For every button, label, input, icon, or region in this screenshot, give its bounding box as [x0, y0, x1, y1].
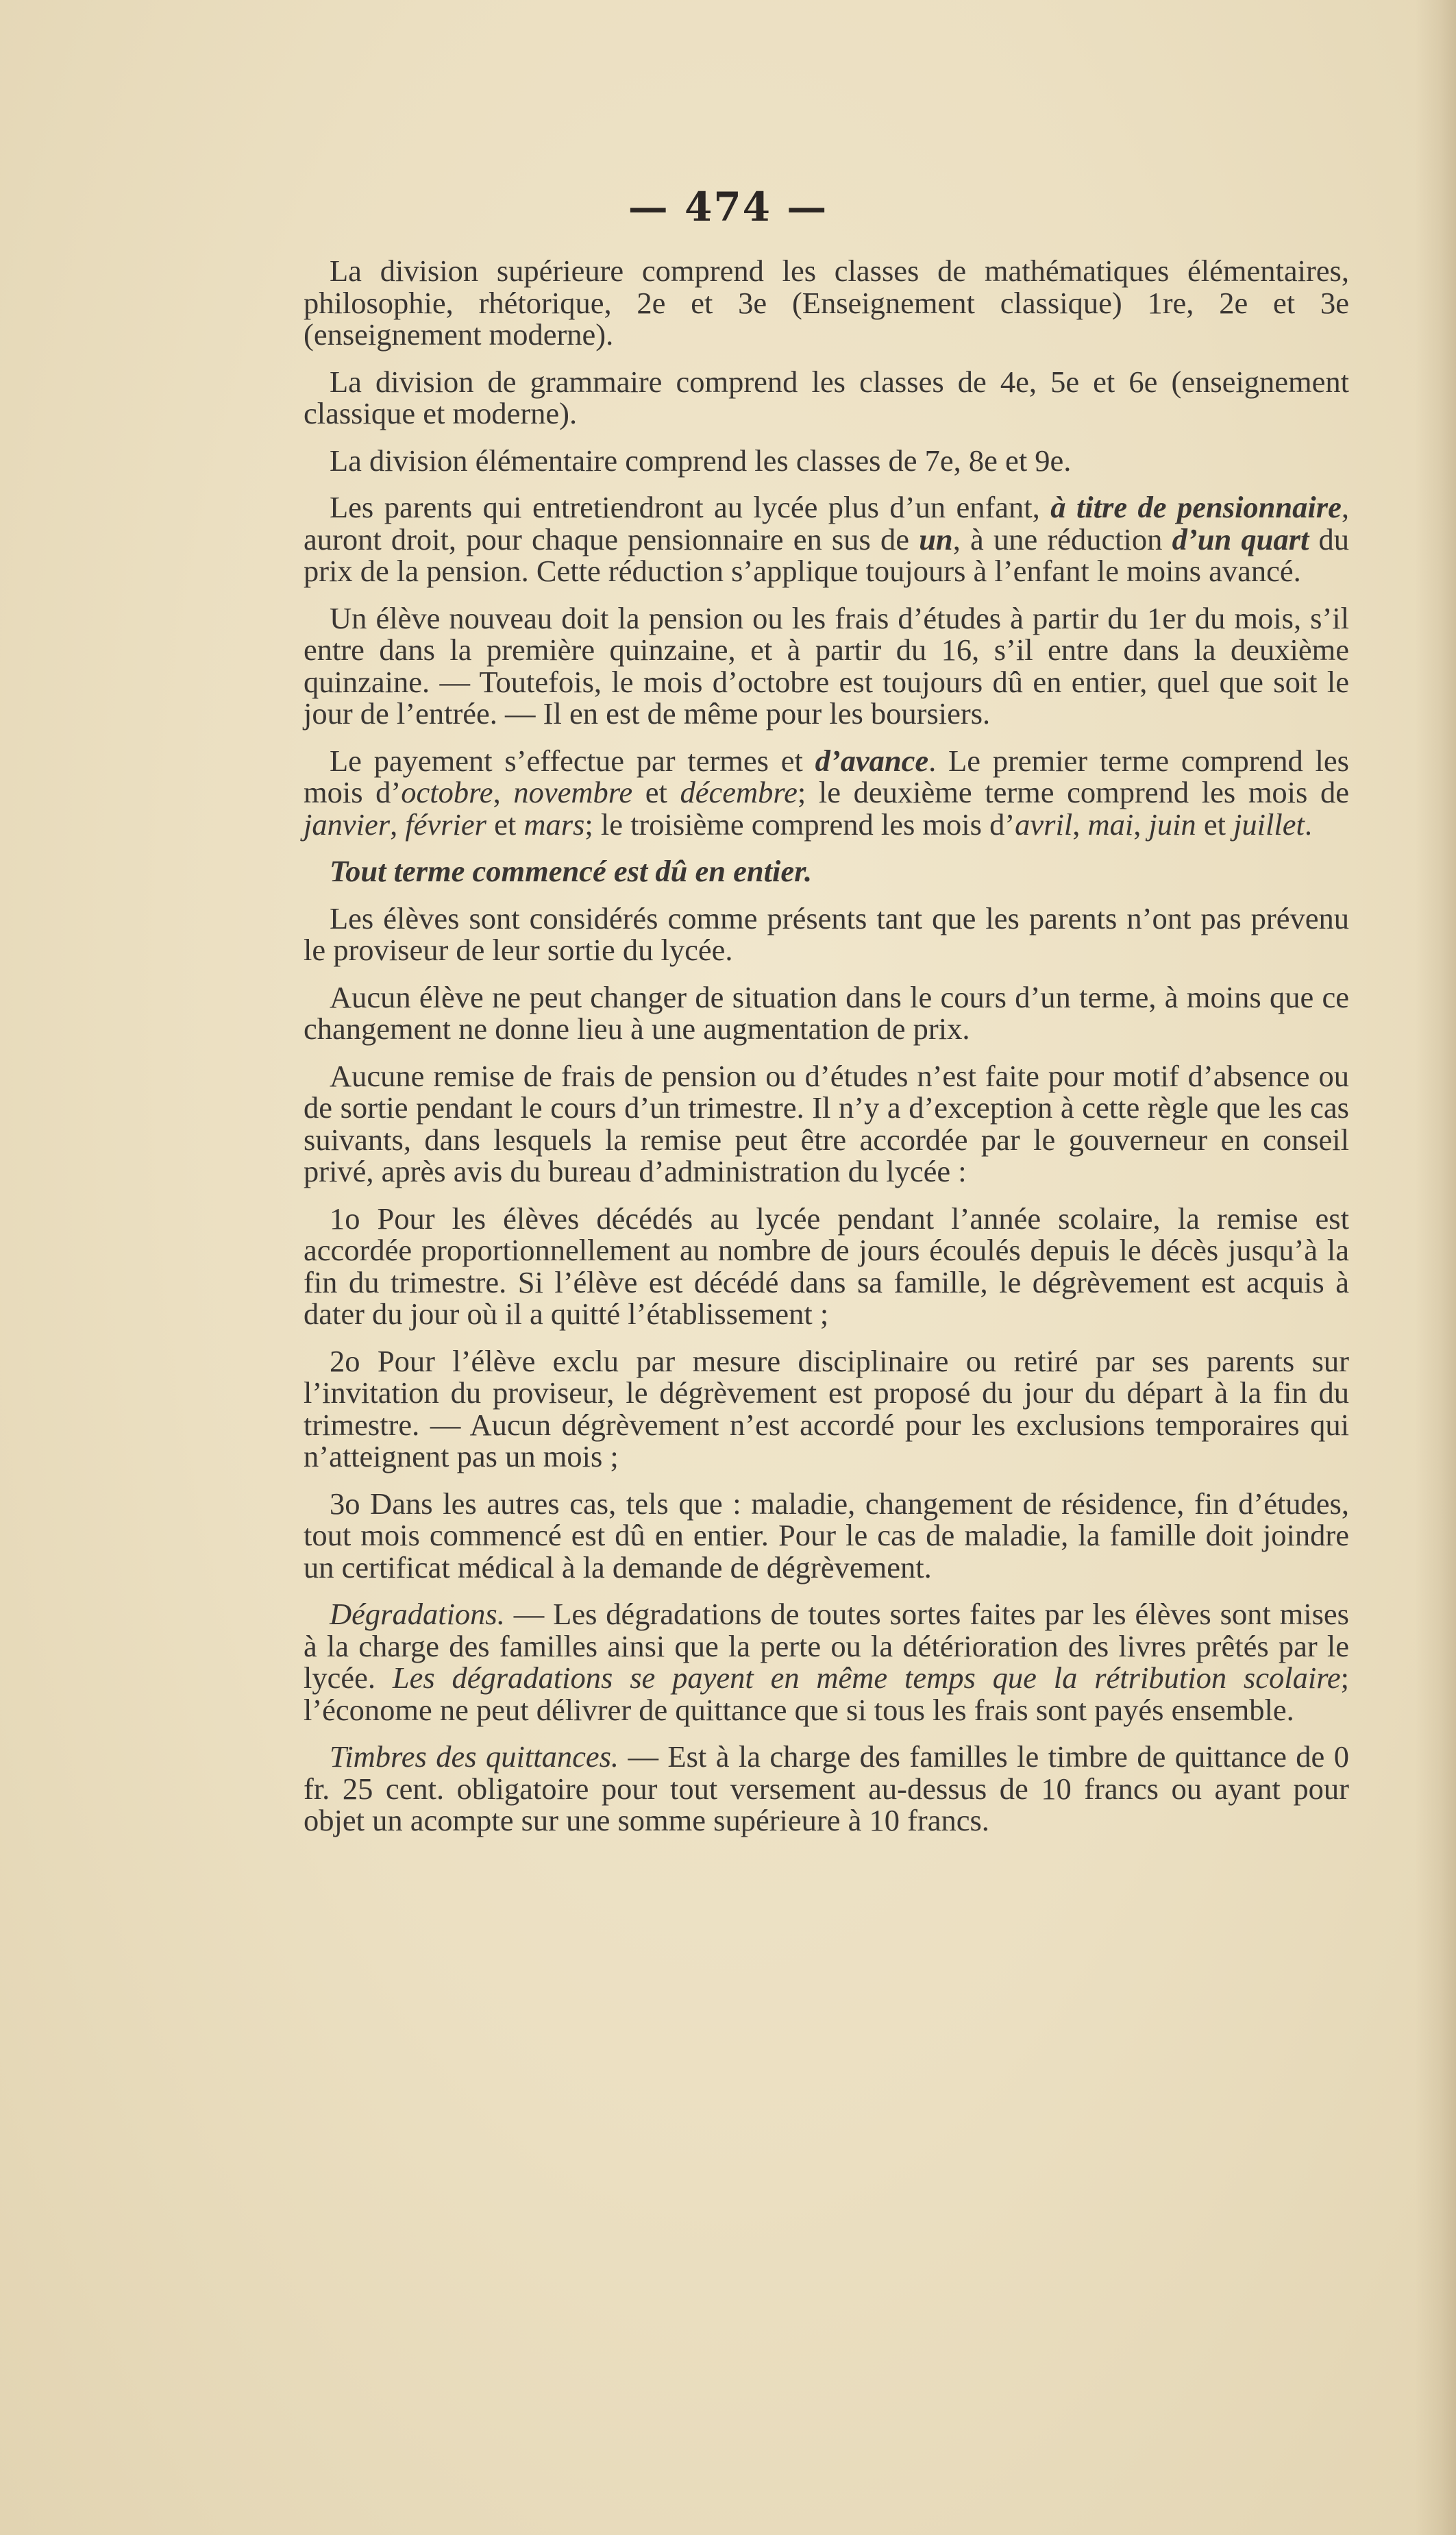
- text-run: ,: [493, 775, 514, 809]
- text-run: Aucune remise de frais de pension ou d’études n’est faite pour motif d’absence ou de sortie pendant le cours d’un trimestre. Il n’y a d’exception à cette règle que les cas suivants, dans lesquels la remise peut être accordée par le gouverneur en conseil privé, après avis du bureau d’administration du lycée :: [304, 1058, 1349, 1188]
- text-run: mai: [1087, 807, 1134, 842]
- text-run: .: [1304, 807, 1313, 842]
- text-run: . Le premier terme comprend les mois d’: [304, 743, 1349, 809]
- page-number: — 474 —: [628, 184, 828, 230]
- text-run: , auront droit, pour chaque pensionnaire en sus de: [304, 490, 1349, 556]
- text-run: avril: [1015, 807, 1073, 842]
- paragraph-terme-commence: [304, 855, 1349, 887]
- text-run: octobre: [401, 775, 493, 809]
- text-run: Les élèves sont considérés comme présents tant que les parents n’ont pas prévenu le proviseur de leur sortie du lycée.: [304, 901, 1349, 967]
- text-run: du prix de la pension. Cette réduction s’applique toujours à l’enfant le moins avancé.: [304, 522, 1349, 588]
- text-run: juillet: [1233, 807, 1305, 842]
- body-text: [304, 255, 1349, 1852]
- text-run: ,: [390, 807, 406, 842]
- text-run: janvier: [304, 807, 391, 842]
- text-run: Un élève nouveau doit la pension ou les frais d’études à partir du 1er du mois, s’il entre dans la première quinzaine, et à partir du 16, s’il entre dans la deuxième quinzaine. — Toutefois, le mois d’octobre est toujours dû en entier, quel que soit le jour de l’entrée. — Il en est de même pour les boursiers.: [304, 600, 1349, 731]
- text-run: ,: [1133, 807, 1149, 842]
- paragraph-division-elementaire: [304, 445, 1349, 477]
- text-run: et: [632, 775, 680, 809]
- paragraph-parents-enfants: [304, 491, 1349, 587]
- paragraph-cas-2: [304, 1345, 1349, 1473]
- paragraph-remise-frais: [304, 1060, 1349, 1188]
- paragraph-changer-situation: [304, 981, 1349, 1045]
- text-run: Tout terme commencé est dû en entier.: [330, 854, 813, 888]
- paragraph-payement: [304, 745, 1349, 841]
- paragraph-timbres: [304, 1741, 1349, 1837]
- text-run: Le payement s’effectue par termes et: [330, 743, 815, 778]
- paragraph-cas-3: [304, 1488, 1349, 1584]
- text-run: d’un quart: [1172, 522, 1309, 556]
- text-run: et: [486, 807, 524, 842]
- page-edge-shadow: [1415, 0, 1456, 2535]
- paragraph-division-superieure: [304, 255, 1349, 351]
- text-run: d’avance: [815, 743, 929, 778]
- paragraph-division-grammaire: [304, 366, 1349, 430]
- text-run: décembre: [680, 775, 798, 809]
- text-run: — Les dégradations de toutes sortes faites par les élèves sont mises à la charge des familles ainsi que la perte ou la détérioration des livres prêtés par le lycée.: [304, 1597, 1349, 1695]
- text-run: 2o Pour l’élève exclu par mesure disciplinaire ou retiré par ses parents sur l’invitation du proviseur, le dégrèvement est proposé du jour du départ à la fin du trimestre. — Aucun dégrèvement n’est accordé pour les exclusions temporaires qui n’atteignent pas un mois ;: [304, 1343, 1349, 1473]
- text-run: Timbres des quittances.: [330, 1739, 619, 1774]
- paragraph-eleve-nouveau: [304, 602, 1349, 730]
- text-run: 3o Dans les autres cas, tels que : maladie, changement de résidence, fin d’études, tout mois commencé est dû en entier. Pour le cas de maladie, la famille doit joindre un certificat médical à la demande de dégrèvement.: [304, 1486, 1349, 1584]
- text-run: ,: [1072, 807, 1088, 842]
- text-run: Les parents qui entretiendront au lycée plus d’un enfant,: [330, 490, 1051, 524]
- text-run: et: [1196, 807, 1234, 842]
- text-run: La division élémentaire comprend les classes de 7e, 8e et 9e.: [330, 443, 1072, 478]
- text-run: La division supérieure comprend les classes de mathématiques élémentaires, philosophie, rhétorique, 2e et 3e (Enseignement classique) 1re, 2e et 3e (enseignement moderne).: [304, 254, 1349, 352]
- text-run: ; l’économe ne peut délivrer de quittance que si tous les frais sont payés ensemble.: [304, 1661, 1349, 1727]
- text-run: un: [919, 522, 953, 556]
- text-run: , à une réduction: [952, 522, 1172, 556]
- text-run: juin: [1148, 807, 1196, 842]
- text-run: ; le deuxième terme comprend les mois de: [797, 775, 1350, 809]
- text-run: — Est à la charge des familles le timbre de quittance de 0 fr. 25 cent. obligatoire pour tout versement au-dessus de 10 francs ou ayant pour objet un acompte sur une somme supérieure à 10 francs.: [304, 1739, 1349, 1837]
- paragraph-cas-1: [304, 1203, 1349, 1330]
- paragraph-eleves-presents: [304, 903, 1349, 966]
- text-run: Les dégradations se payent en même temps que la rétribution scolaire: [392, 1661, 1341, 1695]
- text-run: à titre de pensionnaire: [1050, 490, 1342, 524]
- text-run: février: [405, 807, 486, 842]
- text-run: Dégradations.: [330, 1597, 505, 1631]
- text-run: La division de grammaire comprend les classes de 4e, 5e et 6e (enseignement classique et moderne).: [304, 364, 1349, 430]
- paragraph-degradations: [304, 1598, 1349, 1726]
- text-run: Aucun élève ne peut changer de situation dans le cours d’un terme, à moins que ce changement ne donne lieu à une augmentation de prix.: [304, 979, 1349, 1046]
- text-run: novembre: [513, 775, 633, 809]
- text-run: 1o Pour les élèves décédés au lycée pendant l’année scolaire, la remise est accordée proportionnellement au nombre de jours écoulés depuis le décès jusqu’à la fin du trimestre. Si l’élève est décédé dans sa famille, le dégrèvement est acquis à dater du jour où il a quitté l’établissement ;: [304, 1201, 1349, 1331]
- text-run: mars: [523, 807, 585, 842]
- text-run: ; le troisième comprend les mois d’: [584, 807, 1015, 842]
